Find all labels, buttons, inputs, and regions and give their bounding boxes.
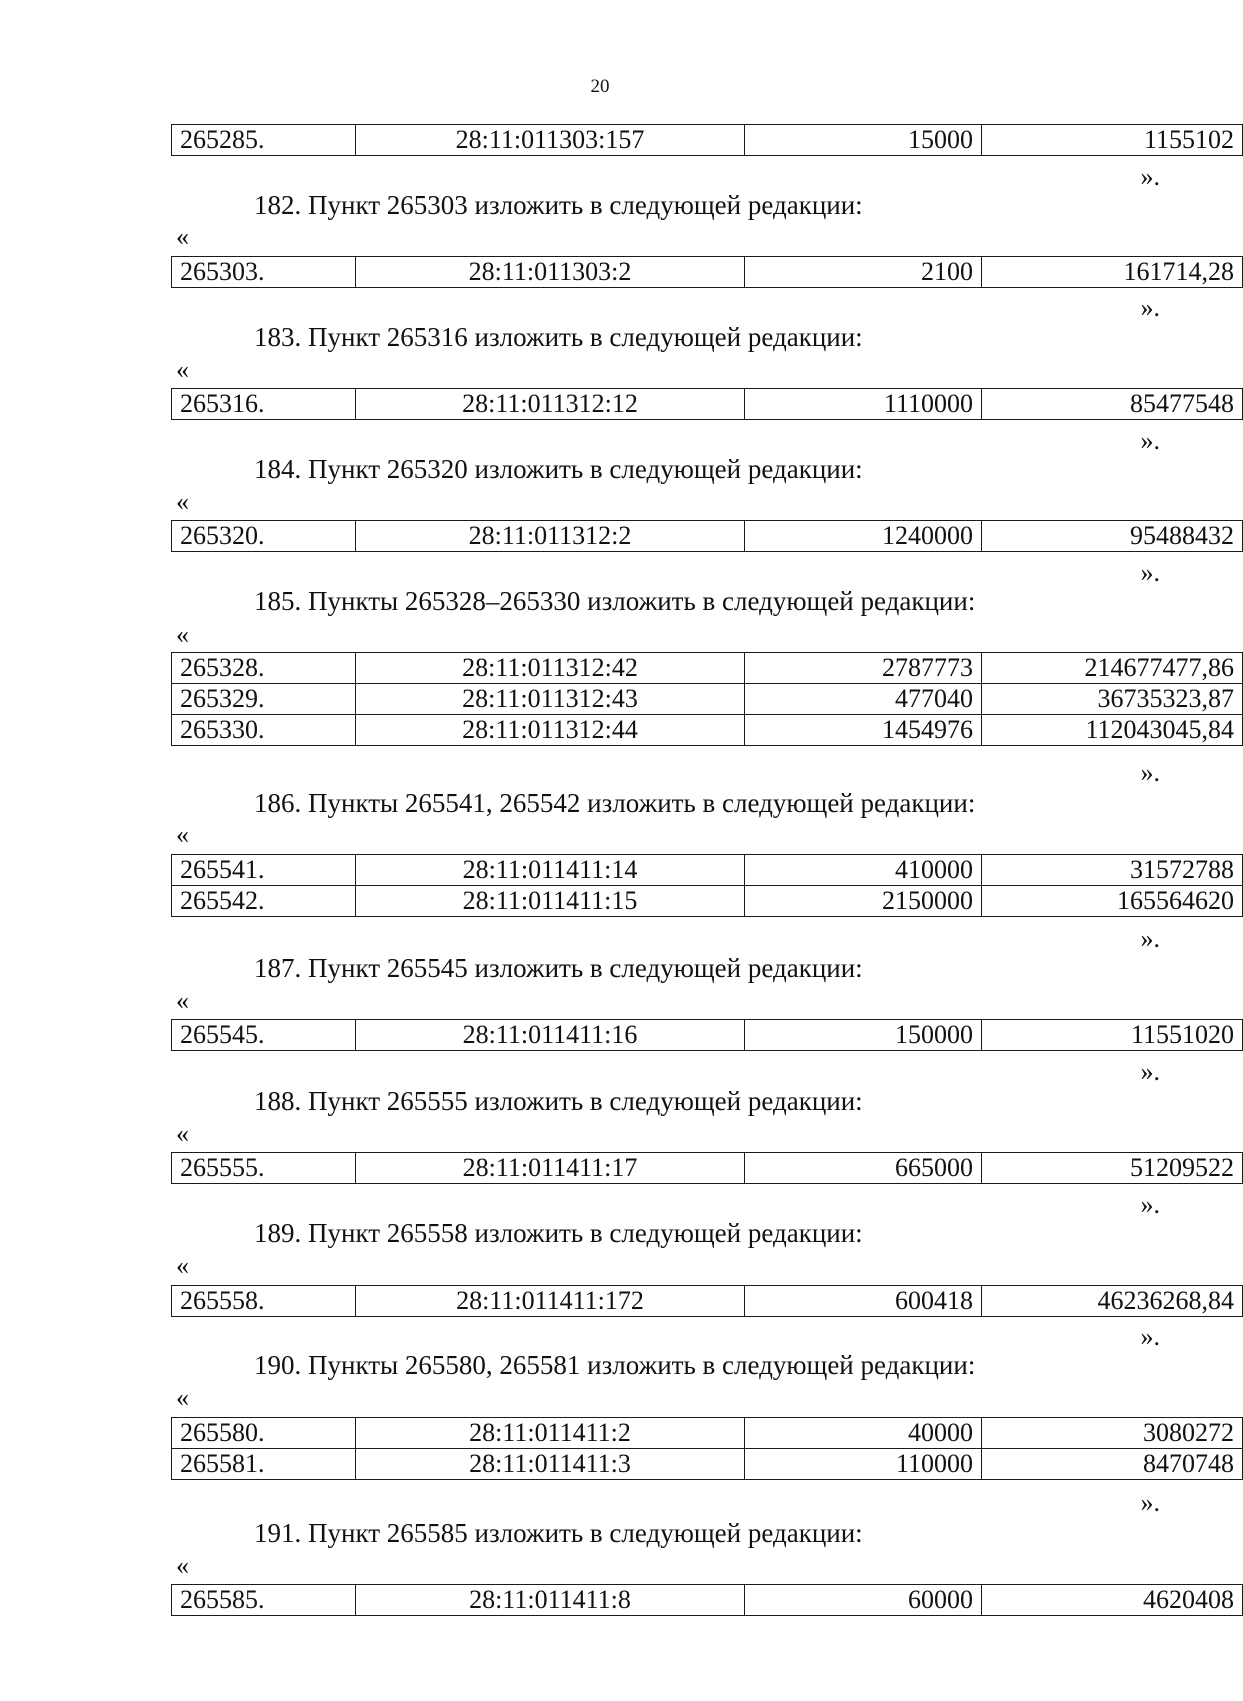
page-number: 20 [590, 76, 610, 97]
area-cell: 150000 [745, 1020, 982, 1051]
cadastral-number-cell: 28:11:011411:15 [356, 886, 745, 917]
item-number-cell: 265545. [172, 1020, 356, 1051]
data-table [171, 124, 1243, 156]
area-cell: 40000 [745, 1418, 982, 1449]
opening-quote: « [176, 355, 189, 384]
closing-quote: ». [1140, 293, 1160, 322]
item-number-cell: 265303. [172, 257, 356, 288]
data-table [171, 854, 1243, 917]
section-heading: 189. Пункт 265558 изложить в следующей редакции: [254, 1218, 863, 1248]
area-cell: 2100 [745, 257, 982, 288]
cadastral-number-cell: 28:11:011411:2 [356, 1418, 745, 1449]
area-cell: 2787773 [745, 653, 982, 684]
table-row [172, 1585, 1243, 1616]
value-cell: 1155102 [982, 125, 1243, 156]
area-cell: 15000 [745, 125, 982, 156]
data-table [171, 1285, 1243, 1317]
opening-quote: « [176, 986, 189, 1015]
value-cell: 112043045,84 [982, 715, 1243, 746]
table-row [172, 886, 1243, 917]
area-cell: 410000 [745, 855, 982, 886]
area-cell: 477040 [745, 684, 982, 715]
item-number-cell: 265542. [172, 886, 356, 917]
area-cell: 600418 [745, 1286, 982, 1317]
section-heading: 183. Пункт 265316 изложить в следующей редакции: [254, 322, 863, 352]
value-cell: 8470748 [982, 1449, 1243, 1480]
opening-quote: « [176, 820, 189, 849]
value-cell: 31572788 [982, 855, 1243, 886]
table-row [172, 1418, 1243, 1449]
opening-quote: « [176, 1551, 189, 1580]
value-cell: 214677477,86 [982, 653, 1243, 684]
closing-quote: ». [1140, 924, 1160, 953]
table-row [172, 684, 1243, 715]
area-cell: 1454976 [745, 715, 982, 746]
table-row [172, 1020, 1243, 1051]
closing-quote: ». [1140, 1488, 1160, 1517]
item-number-cell: 265330. [172, 715, 356, 746]
cadastral-number-cell: 28:11:011411:172 [356, 1286, 745, 1317]
cadastral-number-cell: 28:11:011303:157 [356, 125, 745, 156]
closing-quote: ». [1140, 1057, 1160, 1086]
item-number-cell: 265585. [172, 1585, 356, 1616]
opening-quote: « [176, 487, 189, 516]
item-number-cell: 265555. [172, 1153, 356, 1184]
item-number-cell: 265581. [172, 1449, 356, 1480]
opening-quote: « [176, 620, 189, 649]
area-cell: 110000 [745, 1449, 982, 1480]
cadastral-number-cell: 28:11:011312:44 [356, 715, 745, 746]
closing-quote: ». [1140, 162, 1160, 191]
area-cell: 1240000 [745, 521, 982, 552]
item-number-cell: 265580. [172, 1418, 356, 1449]
table-row [172, 1153, 1243, 1184]
value-cell: 51209522 [982, 1153, 1243, 1184]
table-row [172, 715, 1243, 746]
cadastral-number-cell: 28:11:011411:14 [356, 855, 745, 886]
cadastral-number-cell: 28:11:011411:8 [356, 1585, 745, 1616]
opening-quote: « [176, 222, 189, 251]
value-cell: 165564620 [982, 886, 1243, 917]
value-cell: 3080272 [982, 1418, 1243, 1449]
cadastral-number-cell: 28:11:011312:43 [356, 684, 745, 715]
item-number-cell: 265316. [172, 389, 356, 420]
item-number-cell: 265320. [172, 521, 356, 552]
value-cell: 46236268,84 [982, 1286, 1243, 1317]
cadastral-number-cell: 28:11:011312:2 [356, 521, 745, 552]
value-cell: 11551020 [982, 1020, 1243, 1051]
closing-quote: ». [1140, 758, 1160, 787]
data-table [171, 388, 1243, 420]
area-cell: 1110000 [745, 389, 982, 420]
item-number-cell: 265285. [172, 125, 356, 156]
data-table [171, 1584, 1243, 1616]
data-table [171, 1417, 1243, 1480]
cadastral-number-cell: 28:11:011312:42 [356, 653, 745, 684]
section-heading: 184. Пункт 265320 изложить в следующей редакции: [254, 454, 863, 484]
table-row [172, 1449, 1243, 1480]
area-cell: 2150000 [745, 886, 982, 917]
item-number-cell: 265328. [172, 653, 356, 684]
value-cell: 95488432 [982, 521, 1243, 552]
value-cell: 85477548 [982, 389, 1243, 420]
value-cell: 4620408 [982, 1585, 1243, 1616]
closing-quote: ». [1140, 1190, 1160, 1219]
section-heading: 186. Пункты 265541, 265542 изложить в следующей редакции: [254, 788, 976, 818]
table-row [172, 257, 1243, 288]
table-row [172, 521, 1243, 552]
table-row [172, 855, 1243, 886]
section-heading: 190. Пункты 265580, 265581 изложить в следующей редакции: [254, 1350, 976, 1380]
area-cell: 665000 [745, 1153, 982, 1184]
cadastral-number-cell: 28:11:011312:12 [356, 389, 745, 420]
cadastral-number-cell: 28:11:011411:16 [356, 1020, 745, 1051]
data-table [171, 1019, 1243, 1051]
cadastral-number-cell: 28:11:011411:17 [356, 1153, 745, 1184]
table-row [172, 125, 1243, 156]
data-table [171, 520, 1243, 552]
table-row [172, 389, 1243, 420]
section-heading: 182. Пункт 265303 изложить в следующей редакции: [254, 190, 863, 220]
section-heading: 188. Пункт 265555 изложить в следующей редакции: [254, 1086, 863, 1116]
opening-quote: « [176, 1119, 189, 1148]
data-table [171, 1152, 1243, 1184]
closing-quote: ». [1140, 558, 1160, 587]
cadastral-number-cell: 28:11:011411:3 [356, 1449, 745, 1480]
closing-quote: ». [1140, 1322, 1160, 1351]
opening-quote: « [176, 1251, 189, 1280]
opening-quote: « [176, 1383, 189, 1412]
closing-quote: ». [1140, 426, 1160, 455]
item-number-cell: 265558. [172, 1286, 356, 1317]
cadastral-number-cell: 28:11:011303:2 [356, 257, 745, 288]
table-row [172, 1286, 1243, 1317]
data-table [171, 256, 1243, 288]
section-heading: 185. Пункты 265328–265330 изложить в следующей редакции: [254, 586, 976, 616]
table-row [172, 653, 1243, 684]
value-cell: 36735323,87 [982, 684, 1243, 715]
section-heading: 191. Пункт 265585 изложить в следующей редакции: [254, 1518, 863, 1548]
area-cell: 60000 [745, 1585, 982, 1616]
value-cell: 161714,28 [982, 257, 1243, 288]
item-number-cell: 265541. [172, 855, 356, 886]
section-heading: 187. Пункт 265545 изложить в следующей редакции: [254, 953, 863, 983]
data-table [171, 652, 1243, 746]
item-number-cell: 265329. [172, 684, 356, 715]
